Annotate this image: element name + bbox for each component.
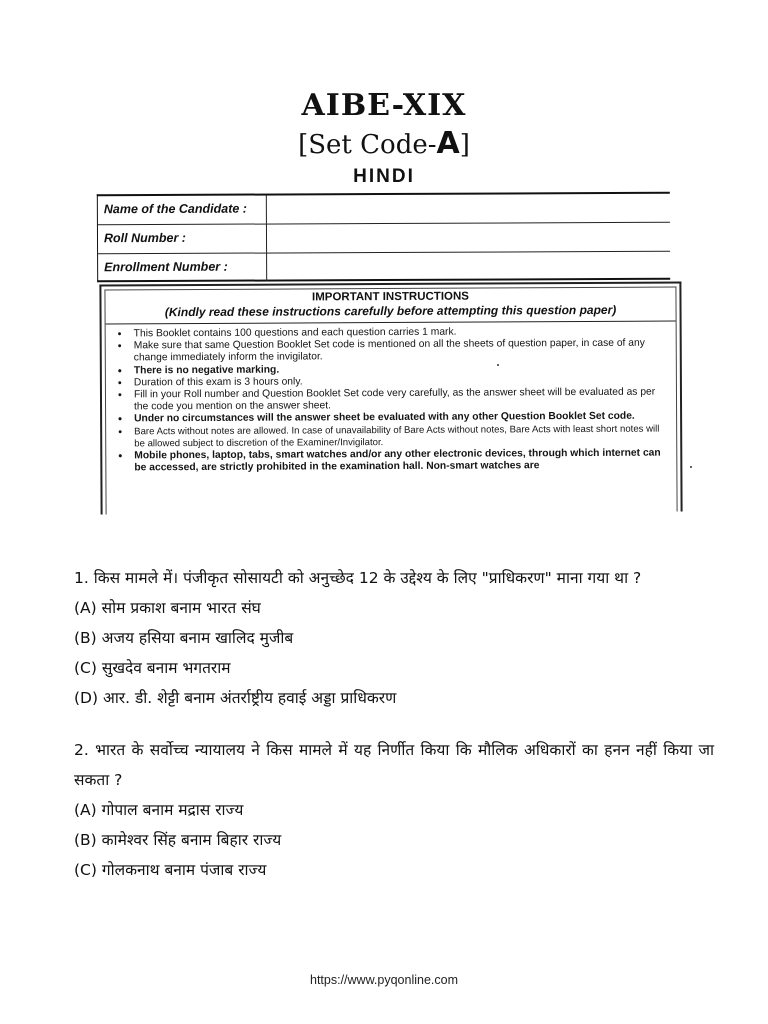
instruction-item: • Bare Acts without notes are allowed. In case of unavailability of Bare Acts without notes, Bare Acts with least short notes will be allowed subject to discretion of the Examiner/Invigilator. (118, 423, 670, 450)
question-option: (B) कामेश्वर सिंह बनाम बिहार राज्य (74, 831, 282, 849)
set-code-prefix: [Set Code- (298, 130, 437, 160)
enrollment-number-row (98, 252, 670, 282)
candidate-name-row (98, 194, 670, 225)
column-divider (266, 225, 267, 253)
scan-speck (690, 466, 692, 468)
instructions-subheading: (Kindly read these instructions carefully before attempting this question paper) (164, 302, 617, 320)
column-divider (266, 254, 267, 282)
question-text: 2. भारत के सर्वोच्च न्यायालय ने किस मामले में यह निर्णीत किया कि मौलिक अधिकारों का हनन नहीं किया जा सकता ? (74, 741, 714, 789)
enrollment-number-label: Enrollment Number : (104, 259, 228, 275)
instructions-list (102, 325, 681, 474)
instruction-item: • Duration of this exam is 3 hours only. (118, 374, 670, 389)
candidate-name-label: Name of the Candidate : (103, 201, 247, 217)
questions-section (74, 563, 714, 907)
question-option: (D) आर. डी. शेट्टी बनाम अंतर्राष्ट्रीय हवाई अड्डा प्राधिकरण (74, 689, 397, 707)
question-option: (C) गोलकनाथ बनाम पंजाब राज्य (74, 861, 267, 879)
question-option: (C) सुखदेव बनाम भगतराम (74, 659, 231, 677)
footer-url[interactable]: https://www.pyqonline.com (310, 973, 458, 987)
instruction-item: • Mobile phones, laptop, tabs, smart watches and/or any other electronic devices, through which internet can be accessed, are strictly prohibited in the examination hall. Non-smart watches are (118, 448, 670, 475)
instruction-item: • This Booklet contains 100 questions and each question carries 1 mark. (118, 326, 670, 341)
question-text: 1. किस मामले में। पंजीकृत सोसायटी को अनुच्छेद 12 के उद्देश्य के लिए "प्राधिकरण" माना गया था ? (74, 569, 642, 587)
column-divider (266, 196, 267, 224)
question-option: (A) गोपाल बनाम मद्रास राज्य (74, 801, 244, 819)
instruction-item: • Under no circumstances will the answer sheet be evaluated with any other Question Booklet Set code. (118, 411, 670, 426)
scan-speck (497, 364, 499, 366)
instructions-divider (106, 321, 676, 325)
set-code-suffix: ] (459, 130, 470, 160)
set-code-letter: A (436, 126, 460, 161)
instructions-box (99, 281, 682, 514)
candidate-details-table (97, 192, 670, 282)
exam-language: HINDI (353, 166, 415, 187)
instructions-heading: IMPORTANT INSTRUCTIONS (311, 290, 469, 304)
set-code (0, 126, 768, 163)
question-option: (A) सोम प्रकाश बनाम भारत संघ (74, 599, 261, 617)
exam-header (0, 88, 768, 189)
roll-number-row (98, 223, 670, 254)
instruction-item: • Fill in your Roll number and Question Booklet Set code very carefully, as the answer sheet will be evaluated as per the code you mention on the answer sheet. (118, 387, 670, 414)
question-block (74, 563, 714, 713)
instruction-item: • Make sure that same Question Booklet Set code is mentioned on all the sheets of question paper, in case of any change immediately inform the invigilator. (118, 338, 670, 365)
instruction-item: • There is no negative marking. (118, 362, 670, 377)
question-block (74, 735, 714, 885)
exam-title: AIBE-XIX (301, 88, 467, 123)
question-option: (B) अजय हसिया बनाम खालिद मुजीब (74, 629, 294, 647)
roll-number-label: Roll Number : (103, 230, 186, 246)
